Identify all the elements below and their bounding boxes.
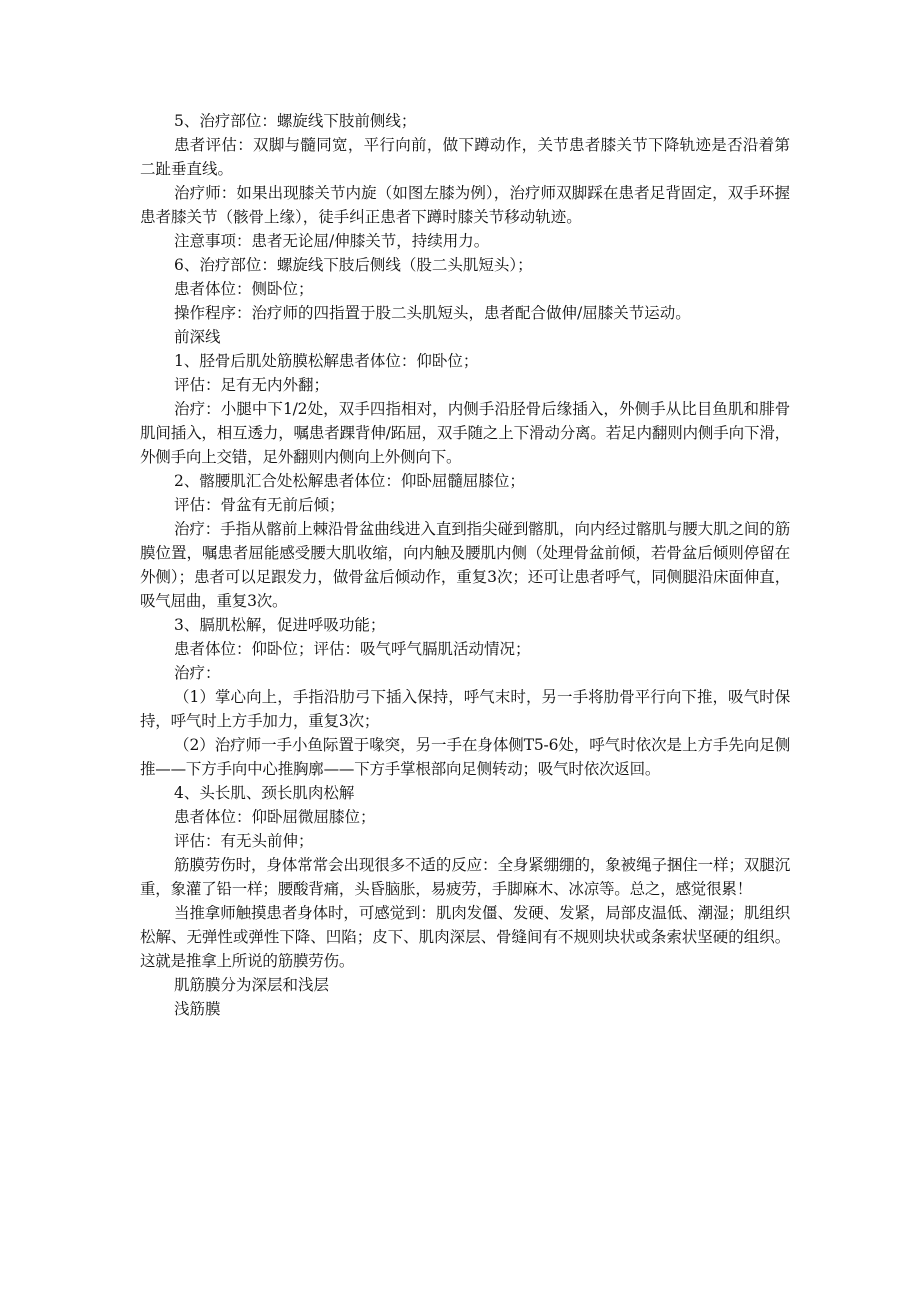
diaphragm-heading: 3、膈肌松解，促进呼吸功能； (174, 616, 386, 634)
iliopsoas-treatment-paragraph: 治疗：手指从髂前上棘沿骨盆曲线进入直到指尖碰到髂肌，向内经过髂肌与腰大肌之间的筋膜位置，嘱患者屈能感受腰大肌收缩，向内触及腰肌内侧（处理骨盆前倾，若骨盆后倾则停留在外侧）；患者可以足跟发力，做骨盆后倾动作，重复3次；还可让患者呼气，同侧腿沿床面伸直，吸气屈曲，重复3次。 (140, 520, 790, 610)
neck-muscles-heading: 4、头长肌、颈长肌肉松解 (174, 784, 355, 802)
iliopsoas-heading: 2、髂腰肌汇合处松解患者体位：仰卧屈髓屈膝位； (174, 472, 525, 490)
head-assessment-paragraph: 评估：有无头前伸； (174, 832, 314, 850)
diaphragm-position-paragraph: 患者体位：仰卧位；评估：吸气呼气膈肌活动情况； (174, 640, 531, 658)
superficial-fascia-heading: 浅筋膜 (174, 1000, 221, 1018)
fascia-strain-symptoms-paragraph: 筋膜劳伤时，身体常常会出现很多不适的反应：全身紧绷绷的，象被绳子捆住一样；双腿沉重，象灌了铅一样；腰酸背痛，头昏脑胀，易疲劳，手脚麻木、冰凉等。总之，感觉很累！ (140, 856, 790, 898)
foot-assessment-paragraph: 评估：足有无内外翻； (174, 376, 330, 394)
document-body (140, 109, 790, 1021)
diaphragm-step-1: （1）掌心向上，手指沿肋弓下插入保持，呼气末时，另一手将肋骨平行向下推，吸气时保持，呼气时上方手加力，重复3次； (140, 688, 790, 730)
neck-position-paragraph: 患者体位：仰卧屈微屈膝位； (174, 808, 376, 826)
calf-treatment-paragraph: 治疗：小腿中下1/2处，双手四指相对，内侧手沿胫骨后缘插入，外侧手从比目鱼肌和腓骨肌间插入，相互透力，嘱患者踝背伸/跖屈，双手随之上下滑动分离。若足内翻则内侧手向下滑，外侧手向上交错，足外翻则内侧向上外侧向下。 (140, 400, 790, 466)
deep-front-line-heading: 前深线 (174, 328, 221, 346)
procedure-paragraph: 操作程序：治疗师的四指置于股二头肌短头，患者配合做伸/屈膝关节运动。 (174, 304, 691, 322)
treatment-label: 治疗： (174, 664, 221, 682)
section-6-heading: 6、治疗部位：螺旋线下肢后侧线（股二头肌短头）； (174, 256, 533, 274)
pelvis-assessment-paragraph: 评估：骨盆有无前后倾； (174, 496, 345, 514)
diaphragm-step-2: （2）治疗师一手小鱼际置于喙突，另一手在身体侧T5-6处，呼气时依次是上方手先向足侧推——下方手向中心推胸廓——下方手掌根部向足侧转动；吸气时依次返回。 (140, 736, 790, 778)
section-5-heading: 5、治疗部位：螺旋线下肢前侧线； (174, 112, 417, 130)
precautions-paragraph: 注意事项：患者无论屈/伸膝关节，持续用力。 (174, 232, 490, 250)
patient-position-paragraph: 患者体位：侧卧位； (174, 280, 314, 298)
therapist-paragraph: 治疗师：如果出现膝关节内旋（如图左膝为例），治疗师双脚踩在患者足背固定，双手环握患者膝关节（骸骨上缘），徒手纠正患者下蹲时膝关节移动轨迹。 (140, 184, 790, 226)
patient-assessment-paragraph: 患者评估：双脚与髓同宽，平行向前，做下蹲动作，关节患者膝关节下降轨迹是否沿着第二趾垂直线。 (140, 136, 790, 178)
massage-palpation-paragraph: 当推拿师触摸患者身体时，可感觉到：肌肉发僵、发硬、发紧，局部皮温低、潮湿；肌组织松解、无弹性或弹性下降、凹陷；皮下、肌肉深层、骨缝间有不规则块状或条索状坚硬的组织。这就是推拿上所说的筋膜劳伤。 (140, 904, 790, 970)
fascia-layers-paragraph: 肌筋膜分为深层和浅层 (174, 976, 330, 994)
tibialis-posterior-heading: 1、胫骨后肌处筋膜松解患者体位：仰卧位； (174, 352, 479, 370)
